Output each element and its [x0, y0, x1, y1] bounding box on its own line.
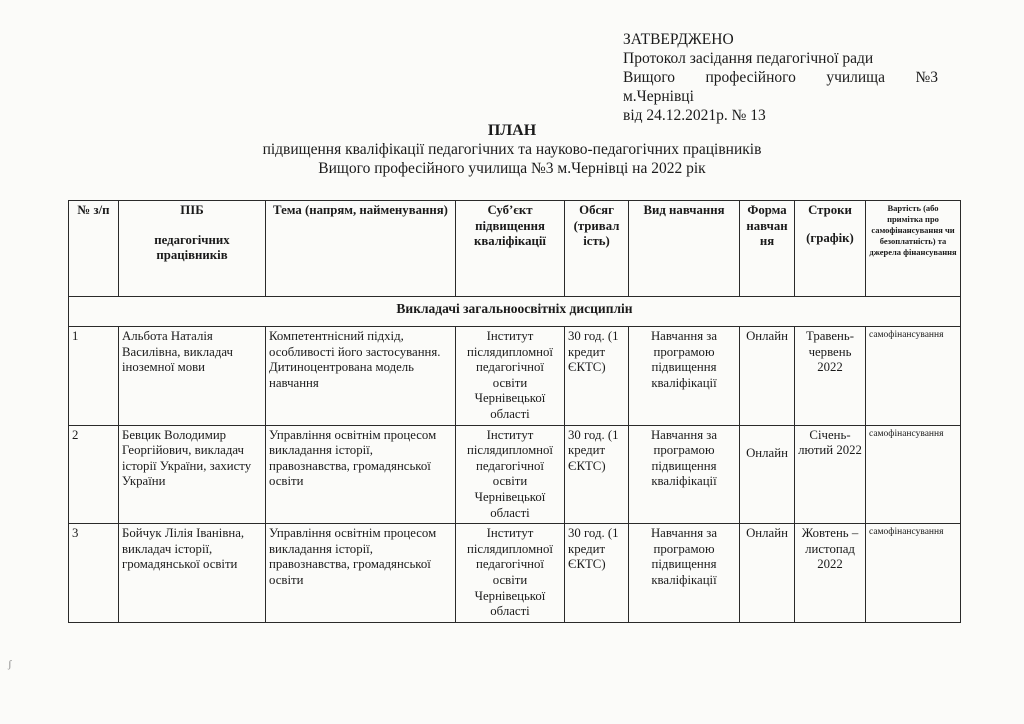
header-subject: Суб’єкт підвищення кваліфікації	[456, 201, 565, 297]
header-name	[119, 201, 266, 297]
header-topic: Тема (напрям, найменування)	[266, 201, 456, 297]
table-row	[69, 524, 961, 623]
cell-volume: 30 год. (1 кредит ЄКТС)	[565, 524, 629, 623]
cell-terms: Січень-лютий 2022	[795, 425, 866, 524]
training-plan-table	[68, 200, 961, 623]
table-row	[69, 327, 961, 426]
cell-subject: Інститут післядипломної педагогічної освіти Чернівецької області	[456, 425, 565, 524]
section-title: Викладачі загальноосвітніх дисциплін	[69, 297, 961, 327]
title-subtitle-2: Вищого професійного училища №3 м.Чернівці на 2022 рік	[318, 160, 706, 177]
header-name-line1: ПІБ	[180, 203, 204, 217]
title-subtitle-1: підвищення кваліфікації педагогічних та науково-педагогічних працівників	[262, 141, 762, 158]
approval-heading: ЗАТВЕРДЖЕНО	[623, 31, 734, 48]
header-volume: Обсяг (тривал ість)	[565, 201, 629, 297]
cell-name: Бойчук Лілія Іванівна, викладач історії, громадянської освіти	[119, 524, 266, 623]
approval-school-word: училища	[826, 69, 885, 86]
table-row	[69, 425, 961, 524]
header-cost: Вартість (або примітка про самофінансування чи безоплатність) та джерела фінансування	[866, 201, 961, 297]
title-main: ПЛАН	[487, 122, 537, 139]
table-header-row	[69, 201, 961, 297]
document-title	[0, 121, 1024, 178]
cell-volume: 30 год. (1 кредит ЄКТС)	[565, 327, 629, 426]
header-terms	[795, 201, 866, 297]
cell-name: Альбота Наталія Василівна, викладач іноземної мови	[119, 327, 266, 426]
cell-num: 2	[69, 425, 119, 524]
approval-date: від 24.12.2021р. № 13	[623, 107, 766, 124]
cell-form: Онлайн	[740, 524, 795, 623]
header-terms-line2: (графік)	[806, 230, 854, 245]
header-form: Форма навчан ня	[740, 201, 795, 297]
cell-terms: Травень-червень 2022	[795, 327, 866, 426]
cell-terms: Жовтень – листопад 2022	[795, 524, 866, 623]
approval-school-word: професійного	[705, 69, 796, 86]
cell-topic: Управління освітнім процесом викладання історії, правознавства, громадянської освіти	[266, 524, 456, 623]
cell-kind: Навчання за програмою підвищення кваліфікації	[629, 524, 740, 623]
cell-num: 3	[69, 524, 119, 623]
cell-kind: Навчання за програмою підвищення кваліфікації	[629, 327, 740, 426]
approval-school-word: Вищого	[623, 69, 676, 86]
cell-topic: Управління освітнім процесом викладання історії, правознавства, громадянської освіти	[266, 425, 456, 524]
cell-cost: самофінансування	[866, 425, 961, 524]
cell-topic: Компетентнісний підхід, особливості його застосування. Дитиноцентрована модель навчання	[266, 327, 456, 426]
cell-volume: 30 год. (1 кредит ЄКТС)	[565, 425, 629, 524]
approval-city: м.Чернівці	[623, 88, 694, 105]
approval-school-word: №3	[915, 69, 938, 86]
approval-stamp	[623, 30, 938, 125]
header-name-line2: педагогічних працівників	[154, 232, 230, 263]
scan-speck: ʃ	[8, 658, 12, 670]
cell-cost: самофінансування	[866, 524, 961, 623]
cell-cost: самофінансування	[866, 327, 961, 426]
cell-name: Бевцик Володимир Георгійович, викладач історії України, захисту України	[119, 425, 266, 524]
cell-subject: Інститут післядипломної педагогічної освіти Чернівецької області	[456, 327, 565, 426]
cell-form: Онлайн	[740, 327, 795, 426]
cell-kind: Навчання за програмою підвищення кваліфікації	[629, 425, 740, 524]
section-row	[69, 297, 961, 327]
approval-protocol: Протокол засідання педагогічної ради	[623, 50, 874, 67]
header-num: № з/п	[69, 201, 119, 297]
cell-num: 1	[69, 327, 119, 426]
approval-school	[623, 68, 938, 87]
header-terms-line1: Строки	[808, 203, 852, 217]
cell-subject: Інститут післядипломної педагогічної освіти Чернівецької області	[456, 524, 565, 623]
cell-form: Онлайн	[740, 425, 795, 524]
header-kind: Вид навчання	[629, 201, 740, 297]
